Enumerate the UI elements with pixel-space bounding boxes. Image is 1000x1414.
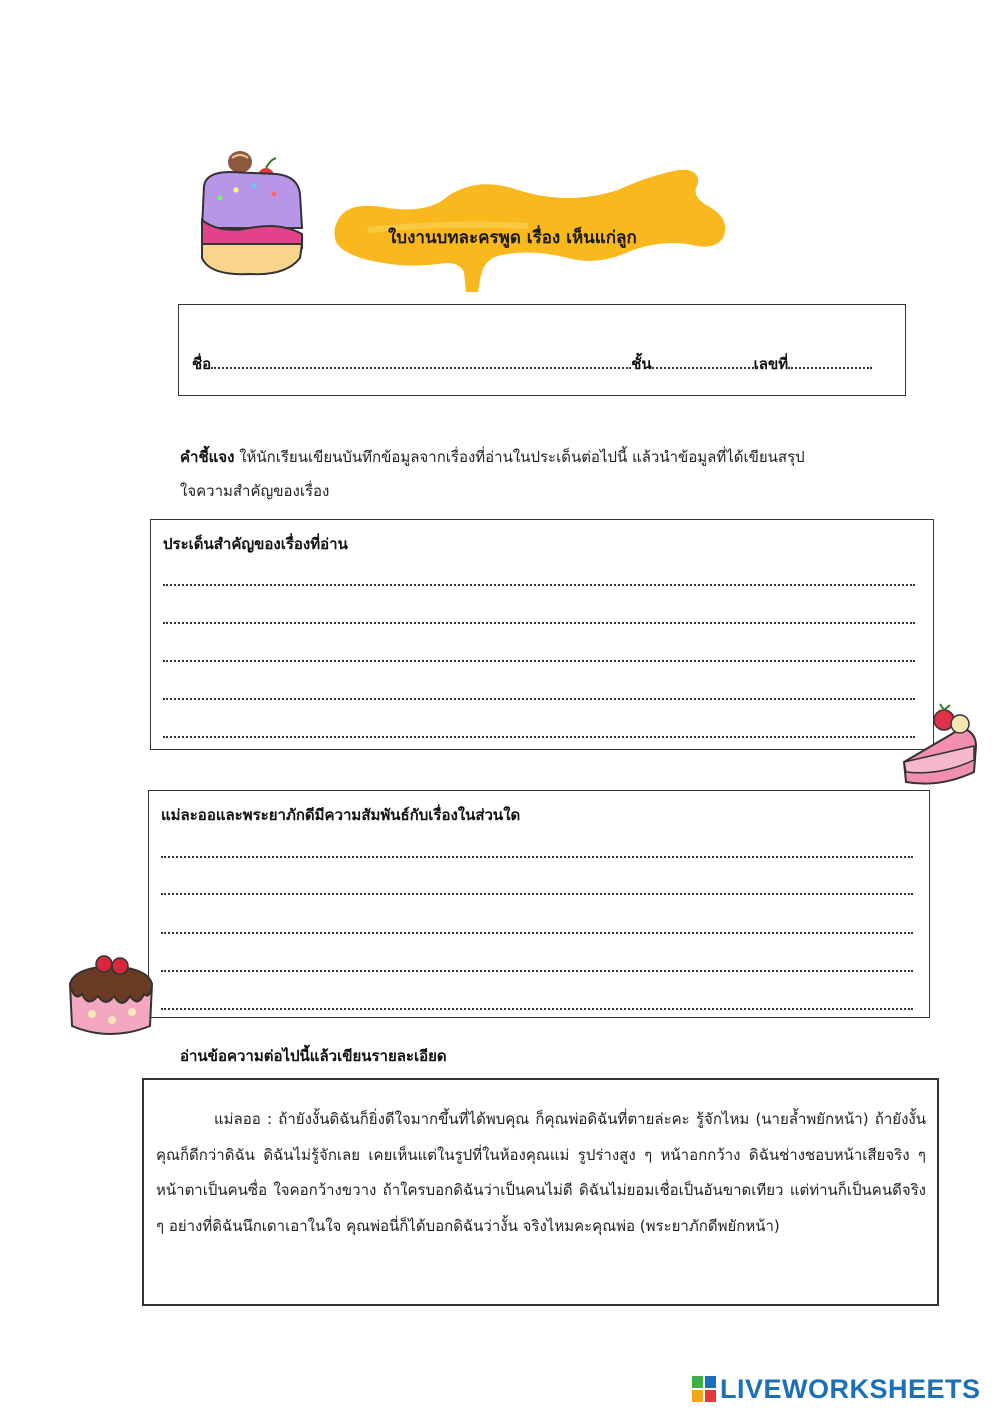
section1-input-4[interactable]: [163, 664, 915, 696]
cake-slice-illustration: [900, 702, 980, 790]
section2-input-5[interactable]: [161, 974, 913, 1006]
section2-answer-line-2[interactable]: [161, 893, 913, 895]
student-info-line: [192, 352, 872, 376]
section1-input-2[interactable]: [163, 588, 915, 620]
passage-content: แม่ลออ : ถ้ายังงั้นดิฉันก็ยิ่งดีใจมากขึ้นที่ได้พบคุณ ก็คุณพ่อดิฉันที่ตายล่ะคะ รู้จักไหม (นายล้ำพยักหน้า) ถ้ายังงั้นคุณก็ดีกว่าดิฉัน ดิฉันไม่รู้จักเลย เคยเห็นแต่ในรูปที่ในห้องคุณแม่ รูปร่างสูง ๆ หน้าอกกว้าง ดิฉันช่างชอบหน้าเสียจริง ๆ หน้าตาเป็นคนซื่อ ใจคอกว้างขวาง ถ้าใครบอกดิฉันว่าเป็นคนไม่ดี ดิฉันไม่ยอมเชื่อเป็นอันขาดเทียว แต่ท่านก็เป็นคนดีจริง ๆ อย่างที่ดิฉันนึกเดาเอาในใจ คุณพ่อนี่ก็ได้บอกดิฉันว่างั้น จริงไหมคะคุณพ่อ (พระยาภักดีพยักหน้า): [156, 1110, 926, 1235]
cake-illustration: [190, 148, 310, 278]
section1-input-1[interactable]: [163, 550, 915, 582]
section2-answer-line-3[interactable]: [161, 932, 913, 934]
class-field[interactable]: [652, 353, 754, 369]
instructions-text-1: ให้นักเรียนเขียนบันทึกข้อมูลจากเรื่องที่อ่านในประเด็นต่อไปนี้ แล้วนำข้อมูลที่ได้เขียนสรุป: [234, 448, 805, 466]
section3-title: อ่านข้อความต่อไปนี้แล้วเขียนรายละเอียด: [180, 1047, 447, 1065]
name-field[interactable]: [211, 353, 631, 369]
number-field[interactable]: [788, 353, 872, 369]
chocolate-cake-illustration: [64, 950, 158, 1040]
section1-title: ประเด็นสำคัญของเรื่องที่อ่าน: [163, 535, 348, 553]
instructions: [180, 440, 880, 508]
section1-answer-line-5[interactable]: [163, 736, 915, 738]
instructions-text-2: ใจความสำคัญของเรื่อง: [180, 482, 330, 500]
section2-answer-line-1[interactable]: [161, 856, 913, 858]
name-label: ชื่อ: [192, 355, 212, 373]
section2-answer-line-5[interactable]: [161, 1008, 913, 1010]
section2-input-1[interactable]: [161, 822, 913, 854]
section2-answer-line-4[interactable]: [161, 970, 913, 972]
liveworksheets-icon: [692, 1376, 716, 1402]
section2-input-4[interactable]: [161, 936, 913, 968]
section1-answer-line-4[interactable]: [163, 698, 915, 700]
passage-text: [156, 1102, 926, 1244]
liveworksheets-brand: LIVEWORKSHEETS: [720, 1373, 981, 1404]
section2-input-2[interactable]: [161, 859, 913, 891]
section1-input-5[interactable]: [163, 702, 915, 734]
worksheet-title: ใบงานบทละครพูด เรื่อง เห็นแก่ลูก: [388, 228, 637, 248]
number-label: เลขที่: [753, 355, 789, 373]
section1-input-3[interactable]: [163, 626, 915, 658]
section1-answer-line-2[interactable]: [163, 622, 915, 624]
section2-title: แม่ละออและพระยาภักดีมีความสัมพันธ์กับเรื่องในส่วนใด: [161, 806, 521, 824]
student-info-box: [178, 304, 906, 396]
class-label: ชั้น: [631, 355, 652, 373]
section1-answer-line-3[interactable]: [163, 660, 915, 662]
section1-answer-line-1[interactable]: [163, 584, 915, 586]
section2-input-3[interactable]: [161, 898, 913, 930]
instructions-label: คำชี้แจง: [180, 448, 235, 466]
liveworksheets-logo[interactable]: [692, 1372, 981, 1406]
